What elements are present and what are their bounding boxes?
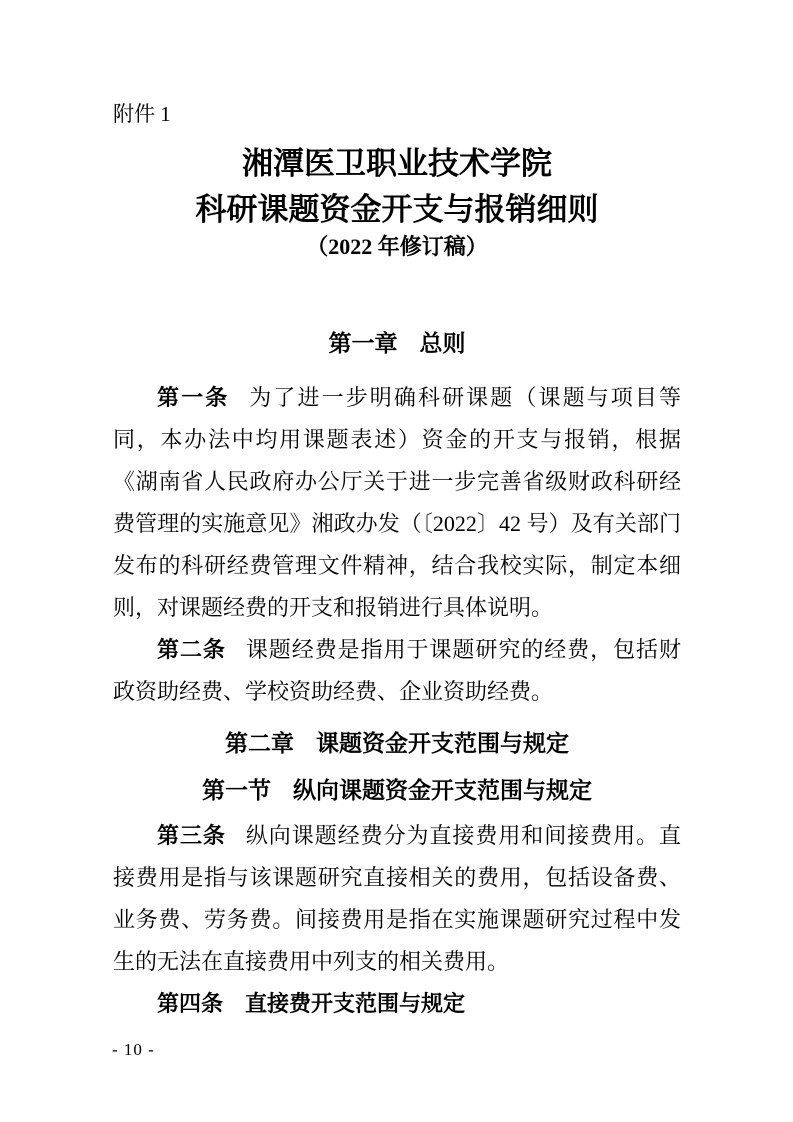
chapter-2-heading	[113, 719, 681, 767]
chapter-1-number: 第一章	[328, 330, 398, 356]
article-4-label: 第四条	[157, 991, 224, 1016]
chapter-1-heading	[113, 328, 681, 358]
article-1-label: 第一条	[157, 385, 230, 410]
article-4-heading	[113, 983, 681, 1025]
article-3-label: 第三条	[157, 823, 226, 848]
attachment-label: 附件 1	[113, 102, 171, 126]
article-3-paragraph	[113, 815, 681, 983]
article-3-text: 纵向课题经费分为直接费用和间接费用。直接费用是指与该课题研究直接相关的费用，包括设备费、业务费、劳务费。间接费用是指在实施课题研究过程中发生的无法在直接费用中列支的相关费用。	[113, 823, 681, 974]
chapter-2-title: 课题资金开支范围与规定	[316, 730, 569, 756]
section-1-title: 纵向课题资金开支范围与规定	[293, 778, 592, 803]
chapter-2-number: 第二章	[225, 730, 294, 756]
article-2-text: 课题经费是指用于课题研究的经费，包括财政资助经费、学校资助经费、企业资助经费。	[113, 637, 681, 704]
document-title-line1: 湘潭医卫职业技术学院	[242, 146, 552, 181]
article-1-text: 为了进一步明确科研课题（课题与项目等同，本办法中均用课题表述）资金的开支与报销，根据《湖南省人民政府办公厅关于进一步完善省级财政科研经费管理的实施意见》湘政办发（〔2022〕42 号）及有关部门发布的科研经费管理文件精神，结合我校实际，制定本细则，对课题经费的开支和报销进行具体说明。	[113, 385, 681, 620]
section-1-number: 第一节	[202, 778, 271, 803]
document-title-line2: 科研课题资金开支与报销细则	[195, 192, 599, 227]
article-4-title: 直接费开支范围与规定	[245, 991, 466, 1016]
section-1-heading	[113, 767, 681, 815]
article-2-paragraph	[113, 629, 681, 713]
chapter-1-title: 总则	[419, 330, 466, 356]
article-2-label: 第二条	[157, 637, 226, 662]
page-number: - 10 -	[112, 1040, 155, 1059]
article-1-paragraph	[113, 377, 681, 629]
document-subtitle: （2022 年修订稿）	[306, 234, 488, 259]
document-title	[113, 141, 681, 233]
